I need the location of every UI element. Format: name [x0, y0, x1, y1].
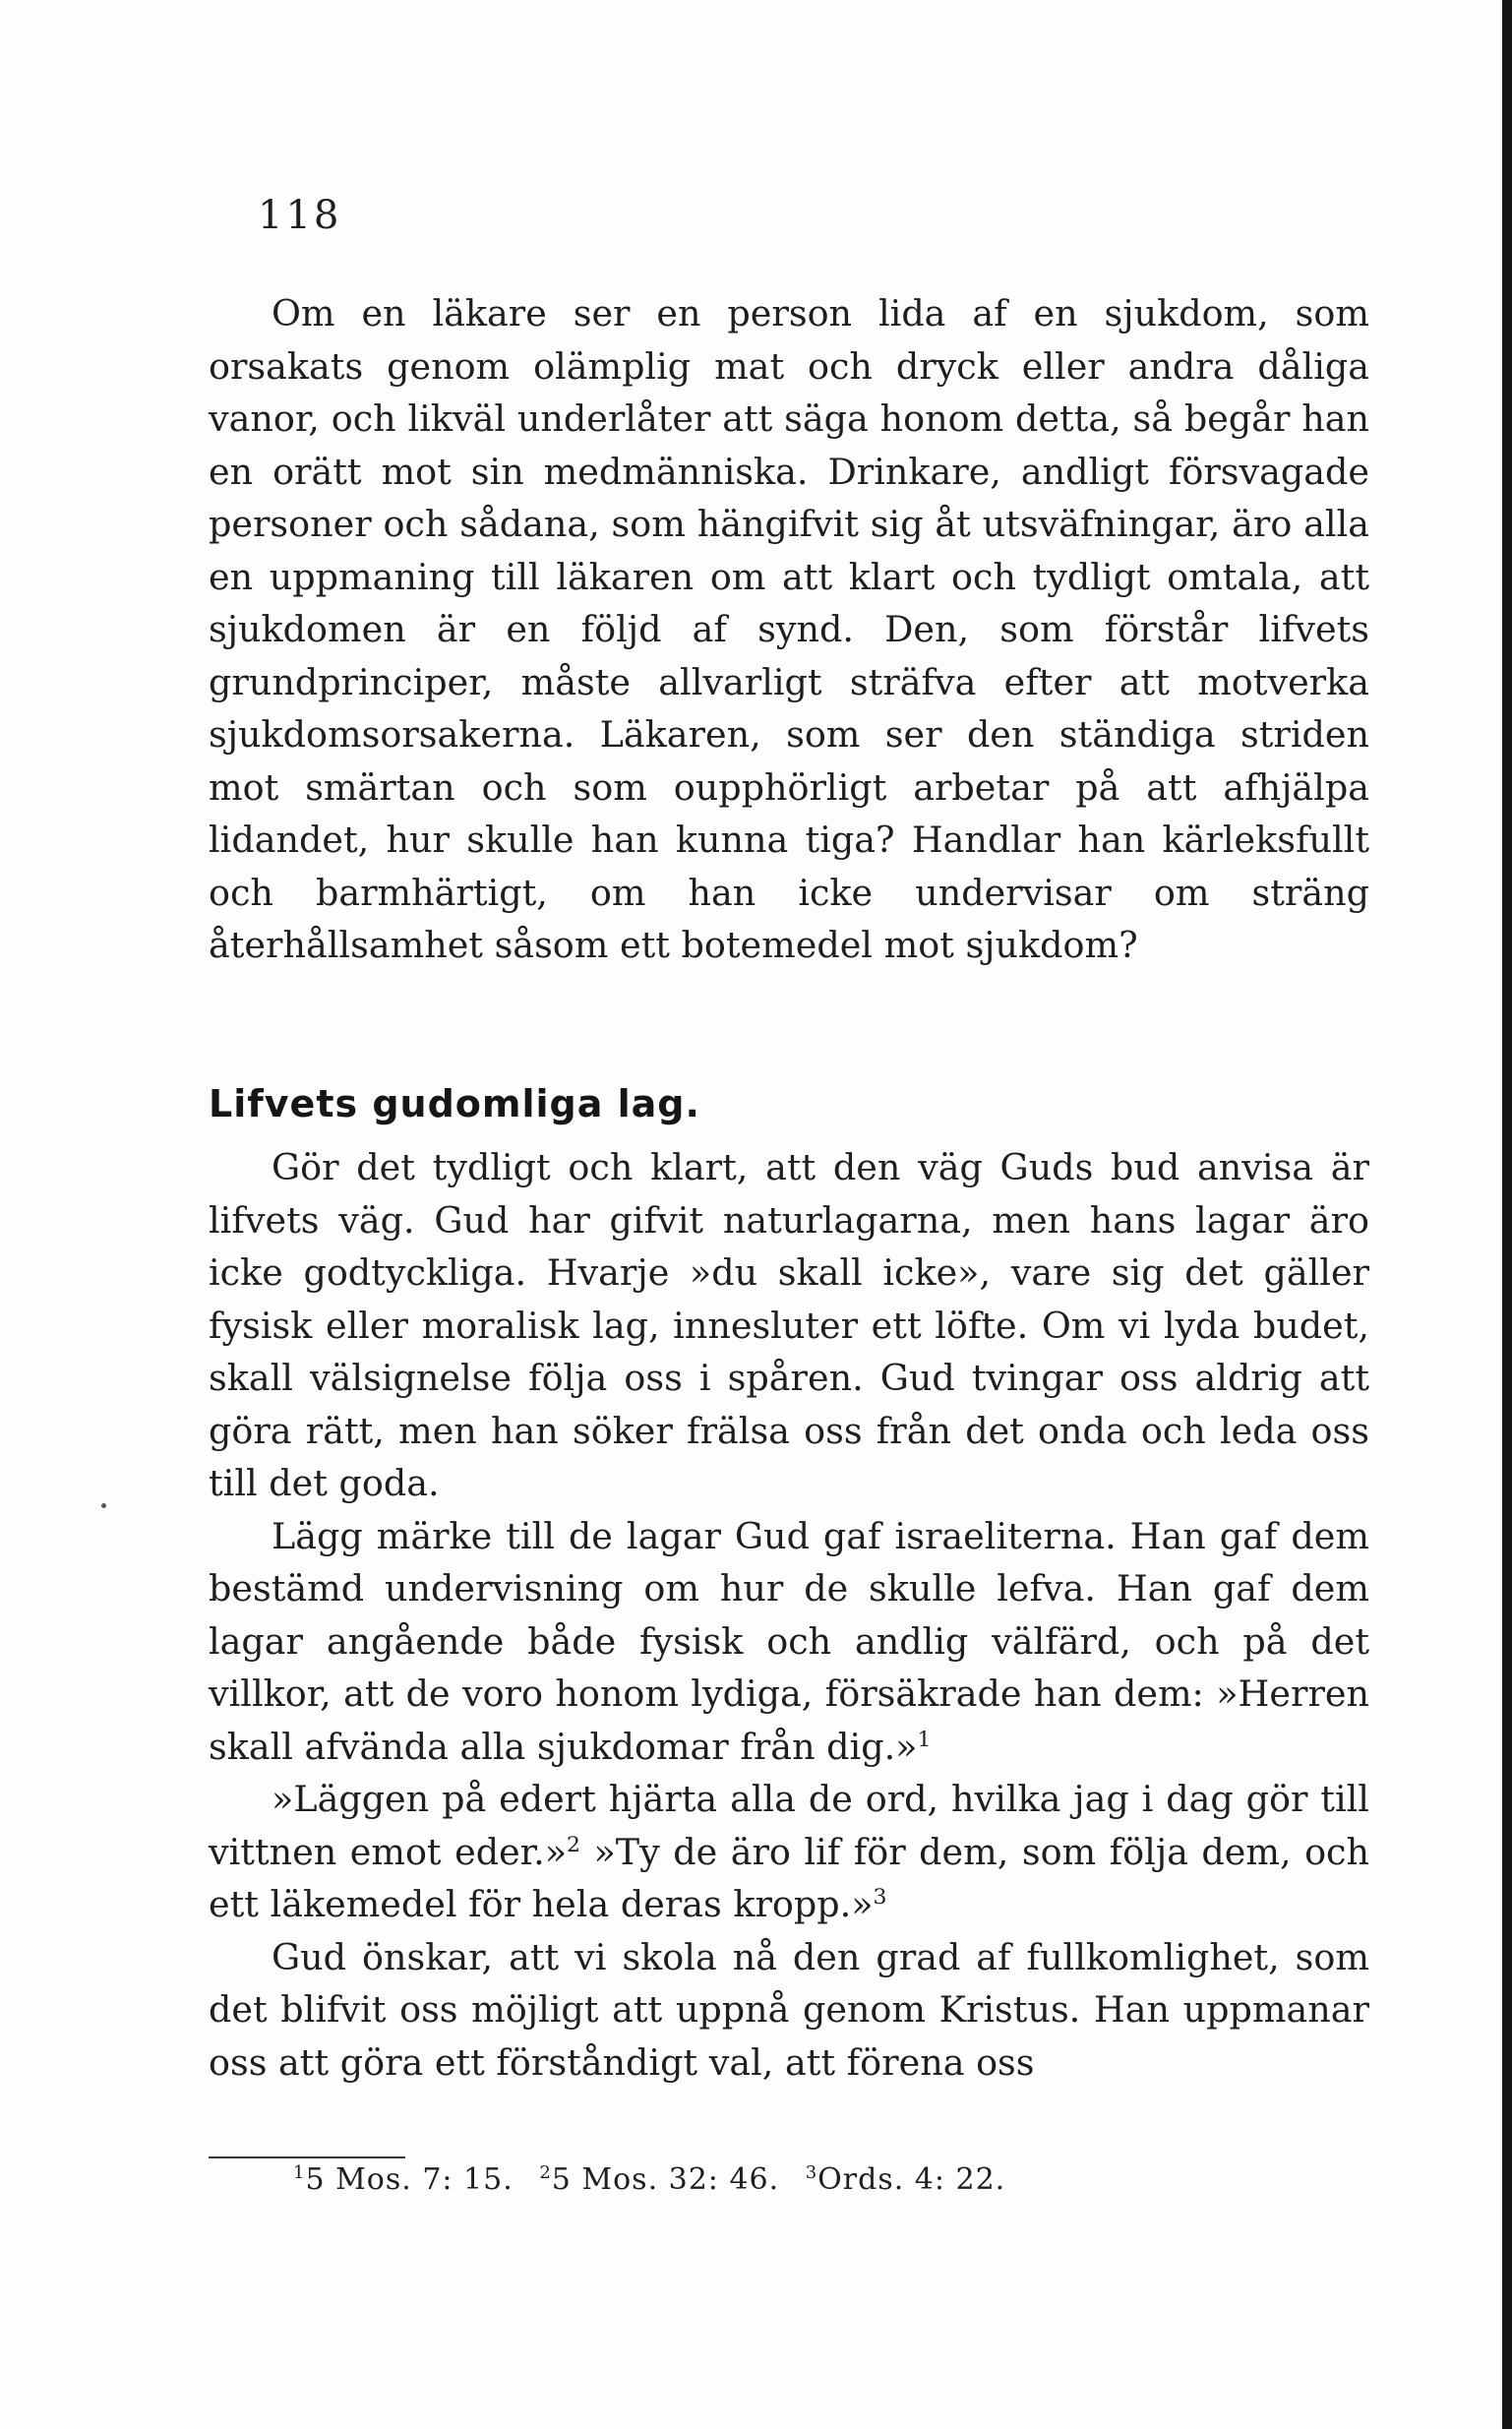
footnote-ref: 2: [567, 1832, 580, 1857]
paragraph: Gud önskar, att vi skola nå den grad af fullkomlighet, som det blifvit oss möjligt att uppnå genom Kristus. Han uppmanar oss att göra ett förståndigt val, att förena oss: [209, 1935, 1369, 2084]
section-heading: Lifvets gudomliga lag.: [209, 1082, 700, 1125]
body-text-block-1: [209, 287, 1369, 972]
scan-edge: [1502, 0, 1512, 2429]
footnotes: [293, 2162, 1021, 2197]
paragraph: Om en läkare ser en person lida af en sjukdom, som orsakats genom olämplig mat och dryck eller andra dåliga vanor, och likväl underlåter att säga honom detta, så begår han en orätt mot sin medmänniska. Drinkare, andligt försvagade personer och sådana, som hängifvit sig åt utsväfningar, äro alla en uppmaning till läkaren om att klart och tydligt omtala, att sjukdomen är en följd af synd. Den, som förstår lifvets grundprinciper, måste allvarligt sträfva efter att motverka sjukdomsorsakerna. Läkaren, som ser den ständiga striden mot smärtan och som oupphörligt arbetar på att afhjälpa lidandet, hur skulle han kunna tiga? Handlar han kärleksfullt och barmhärtigt, om han icke undervisar om sträng återhållsamhet såsom ett botemedel mot sjukdom?: [209, 292, 1369, 966]
footnote-divider: [209, 2156, 405, 2158]
footnote-text: Ords. 4: 22.: [817, 2162, 1006, 2197]
footnote-text: 5 Mos. 32: 46.: [551, 2162, 780, 2197]
footnote: [806, 2162, 1006, 2197]
footnote: [539, 2162, 779, 2197]
footnote-marker: 3: [805, 2162, 818, 2183]
paragraph-text: Lägg märke till de lagar Gud gaf israeliterna. Han gaf dem bestämd undervisning om hur de skulle lefva. Han gaf dem lagar angående både fysisk och andlig välfärd, och på det villkor, att de voro honom lydiga, försäkrade han dem: »Herren skall afvända alla sjukdomar från dig.»: [209, 1514, 1369, 1768]
page-number: 118: [258, 193, 342, 238]
footnote-marker: 1: [293, 2162, 306, 2183]
quote-text: »Läggen på edert hjärta alla de ord, hvilka jag i dag gör till vittnen emot eder.»: [209, 1778, 1369, 1873]
quote-text: »Ty de äro lif för dem, som följa dem, och ett läkemedel för hela deras kropp.»: [209, 1830, 1369, 1925]
body-text-block-2: [209, 1141, 1369, 2089]
footnote-ref: 3: [873, 1884, 887, 1910]
paragraph: [209, 1773, 1369, 1931]
footnote-marker: 2: [539, 2162, 552, 2183]
footnote-text: 5 Mos. 7: 15.: [305, 2162, 514, 2197]
paragraph: Gör det tydligt och klart, att den väg Guds bud anvisa är lifvets väg. Gud har gifvit naturlagarna, men hans lagar äro icke godtyckliga. Hvarje »du skall icke», vare sig det gäller fysisk eller moralisk lag, innesluter ett löfte. Om vi lyda budet, skall välsignelse följa oss i spåren. Gud tvingar oss aldrig att göra rätt, men han söker frälsa oss från det onda och leda oss till det goda.: [209, 1146, 1369, 1504]
footnote: [293, 2162, 514, 2197]
scan-speck: [101, 1503, 106, 1508]
paragraph: [209, 1510, 1369, 1774]
footnote-ref: 1: [917, 1727, 932, 1752]
